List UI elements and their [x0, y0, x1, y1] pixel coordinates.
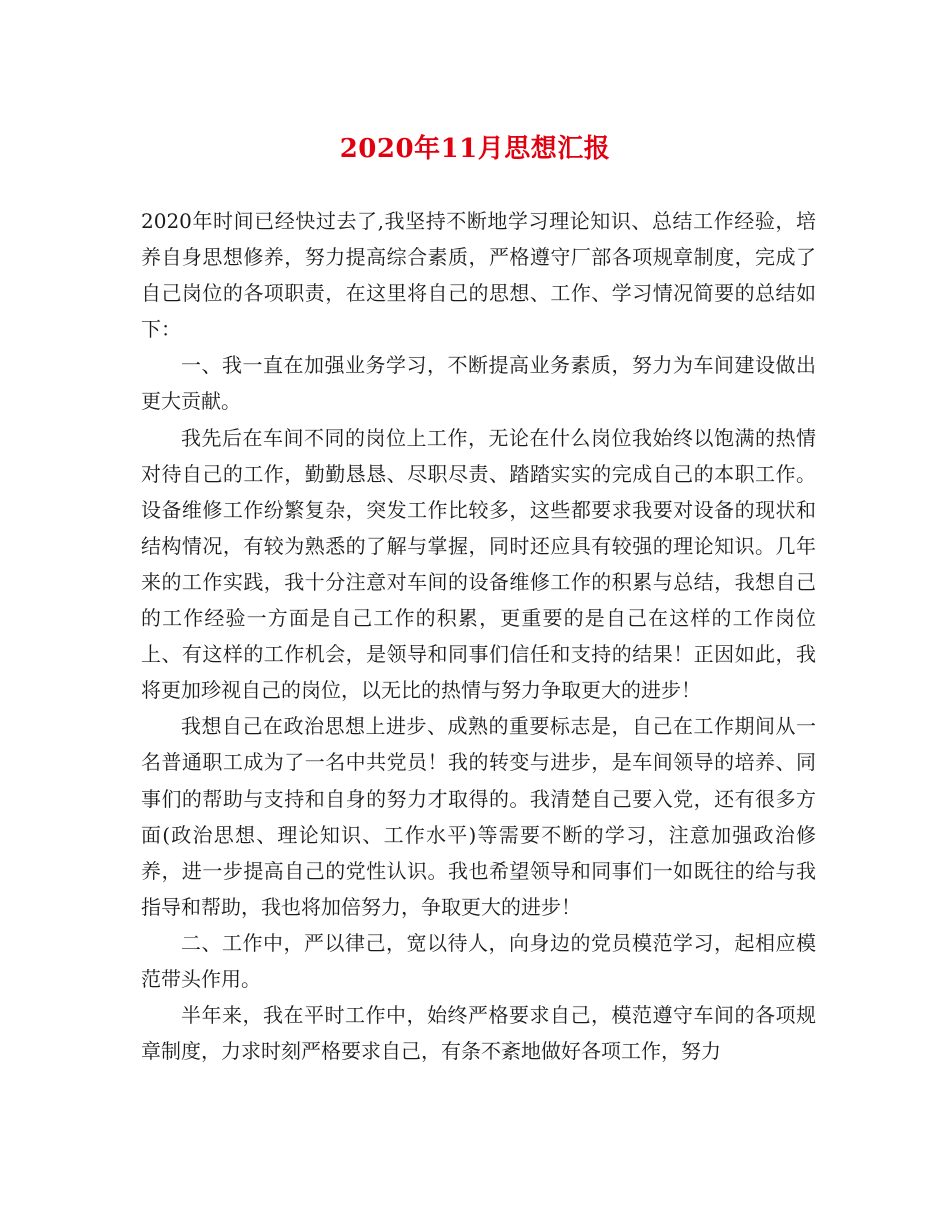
paragraph-section-one-heading: 一、我一直在加强业务学习，不断提高业务素质，努力为车间建设做出更大贡献。 [141, 353, 816, 414]
paragraph-half-year: 半年来，我在平时工作中，始终严格要求自己，模范遵守车间的各项规章制度，力求时刻严格要求自己，有条不紊地做好各项工作，努力 [141, 1003, 816, 1064]
paragraph-work-experience: 我先后在车间不同的岗位上工作，无论在什么岗位我始终以饱满的热情对待自己的工作，勤勤恳恳、尽职尽责、踏踏实实的完成自己的本职工作。设备维修工作纷繁复杂，突发工作比较多，这些都要求我要对设备的现状和结构情况，有较为熟悉的了解与掌握，同时还应具有较强的理论知识。几年来的工作实践，我十分注意对车间的设备维修工作的积累与总结，我想自己的工作经验一方面是自己工作的积累，更重要的是自己在这样的工作岗位上、有这样的工作机会，是领导和同事们信任和支持的结果！正因如此，我将更加珍视自己的岗位，以无比的热情与努力争取更大的进步！ [141, 425, 816, 703]
document-body [141, 203, 816, 1069]
paragraph-political-progress: 我想自己在政治思想上进步、成熟的重要标志是，自己在工作期间从一名普通职工成为了一名中共党员！我的转变与进步，是车间领导的培养、同事们的帮助与支持和自身的努力才取得的。我清楚自己要入党，还有很多方面(政治思想、理论知识、工作水平)等需要不断的学习，注意加强政治修养，进一步提高自己的党性认识。我也希望领导和同事们一如既往的给与我指导和帮助，我也将加倍努力，争取更大的进步！ [141, 714, 816, 919]
document-title: 2020年11月思想汇报 [339, 134, 611, 164]
paragraph-intro: 2020年时间已经快过去了,我坚持不断地学习理论知识、总结工作经验，培养自身思想修养，努力提高综合素质，严格遵守厂部各项规章制度，完成了自己岗位的各项职责，在这里将自己的思想、工作、学习情况简要的总结如下： [141, 209, 816, 342]
paragraph-section-two-heading: 二、工作中，严以律己，宽以待人，向身边的党员模范学习，起相应模范带头作用。 [141, 930, 816, 991]
